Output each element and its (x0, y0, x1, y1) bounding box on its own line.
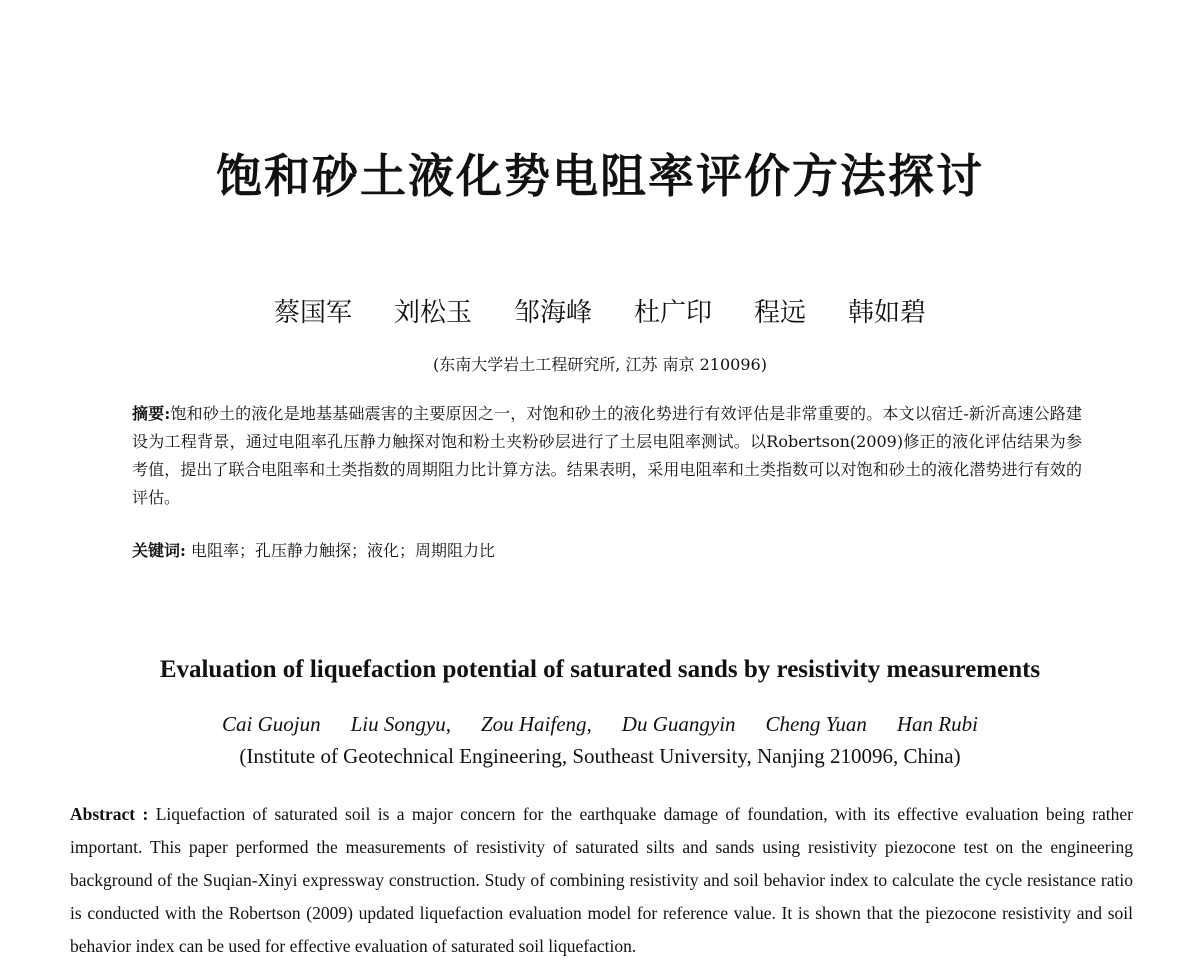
chinese-keywords-text: 电阻率；孔压静力触探；液化；周期阻力比 (191, 541, 496, 560)
english-title: Evaluation of liquefaction potential of saturated sands by resistivity measurements (159, 656, 1041, 683)
english-abstract-text: Liquefaction of saturated soil is a major concern for the earthquake damage of foundation, with its effective evaluation being rather important. This paper performed the measurements of resistivity of saturated silts and sands using resistivity piezocone test on the engineering background of the Suqian-Xinyi expressway construction. Study of combining resistivity and soil behavior index to calculate the cycle resistance ratio is conducted with the Robertson (2009) updated liquefaction evaluation model for reference value. It is shown that the piezocone resistivity and soil behavior index can be used for effective evaluation of saturated soil liquefaction. (70, 804, 1133, 956)
chinese-author: 程远 (754, 298, 807, 328)
english-author: Cai Guojun (222, 712, 321, 736)
chinese-author: 刘松玉 (393, 298, 472, 328)
chinese-abstract-label: 摘要: (132, 404, 171, 423)
english-author: Liu Songyu, (350, 712, 451, 736)
english-affiliation: (Institute of Geotechnical Engineering, Southeast University, Nanjing 210096, China) (239, 744, 961, 768)
chinese-affiliation: (东南大学岩土工程研究所, 江苏 南京 210096) (433, 355, 767, 374)
chinese-authors (0, 292, 1200, 329)
chinese-abstract-text: 饱和砂土的液化是地基基础震害的主要原因之一，对饱和砂土的液化势进行有效评估是非常重要的。本文以宿迁-新沂高速公路建设为工程背景，通过电阻率孔压静力触探对饱和粉土夹粉砂层进行了土层电阻率测试。以Robertson(2009)修正的液化评估结果为参考值，提出了联合电阻率和土类指数的周期阻力比计算方法。结果表明，采用电阻率和土类指数可以对饱和砂土的液化潜势进行有效的评估。 (132, 404, 1082, 507)
chinese-title: 饱和砂土液化势电阻率评价方法探讨 (216, 149, 984, 203)
chinese-keywords (132, 538, 1082, 561)
chinese-author: 韩如碧 (848, 298, 927, 328)
english-author: Zou Haifeng, (480, 712, 592, 736)
english-abstract (70, 798, 1133, 963)
english-abstract-label: Abstract : (70, 804, 149, 824)
english-author: Du Guangyin (621, 712, 736, 736)
chinese-author: 蔡国军 (273, 298, 352, 328)
english-authors (0, 712, 1200, 737)
english-author: Cheng Yuan (765, 712, 867, 736)
chinese-author: 邹海峰 (513, 298, 592, 328)
chinese-keywords-label: 关键词: (132, 541, 186, 560)
chinese-author: 杜广印 (634, 298, 713, 328)
english-author: Han Rubi (896, 712, 978, 736)
chinese-abstract (132, 400, 1082, 512)
